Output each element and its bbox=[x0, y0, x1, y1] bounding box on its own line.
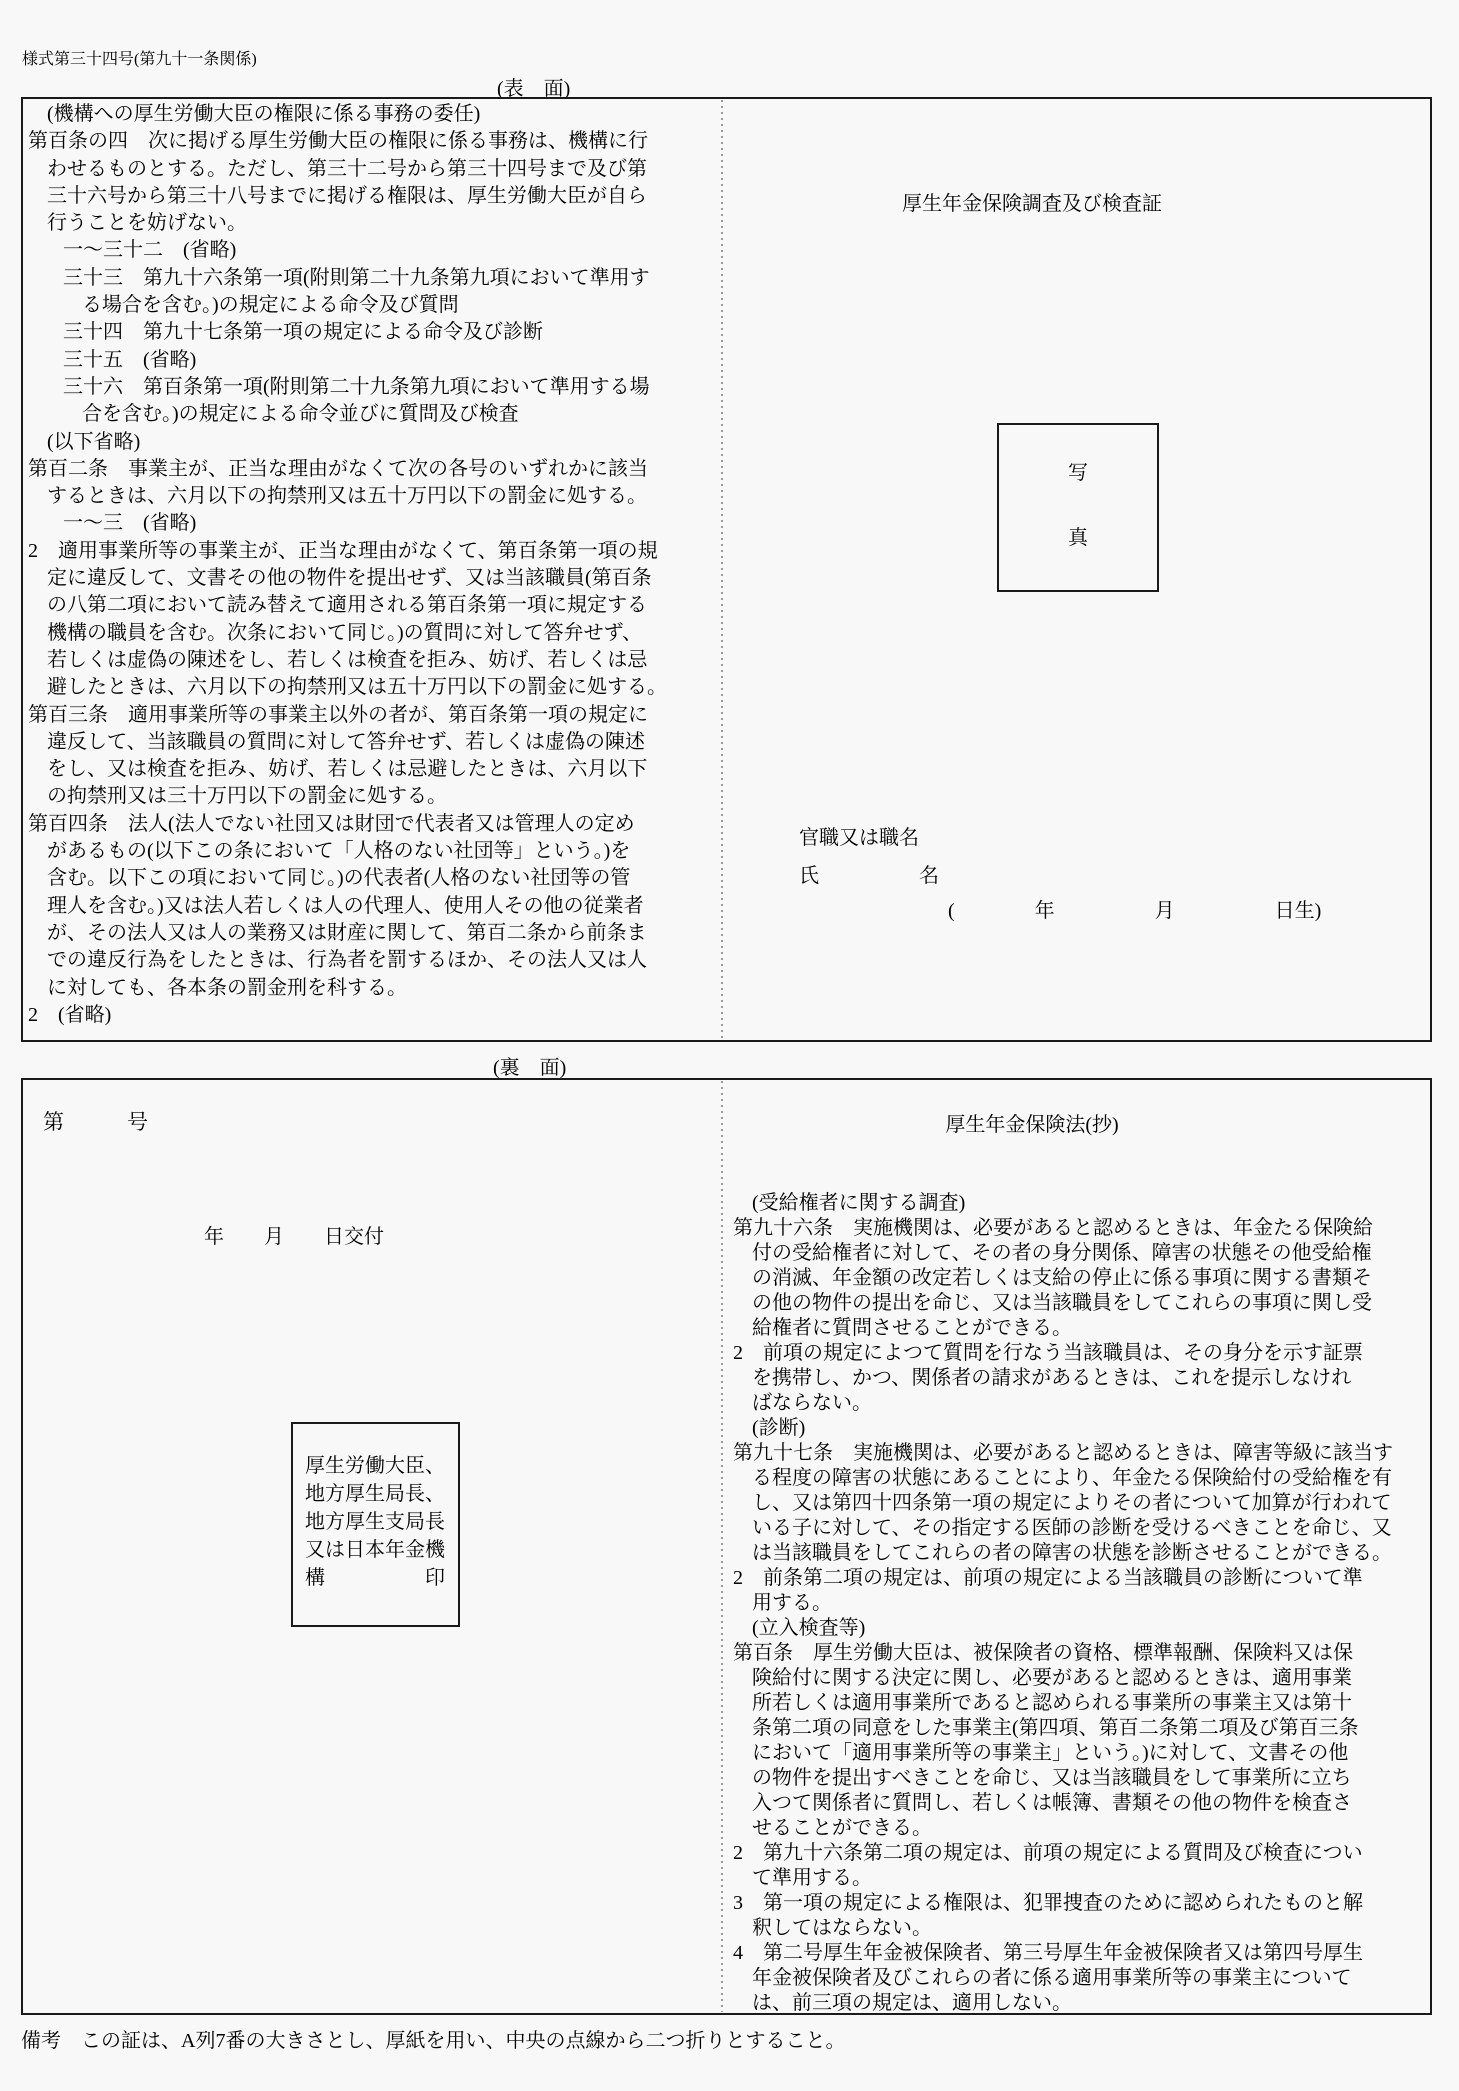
issuer-stamp-line: 厚生労働大臣、 bbox=[305, 1455, 445, 1477]
legal-text-line: 違反して、当該職員の質問に対して答弁せず、若しくは虚偽の陳述 bbox=[47, 730, 645, 753]
issuer-stamp-line: 地方厚生支局長 bbox=[305, 1511, 445, 1533]
legal-text-line: 給権者に質問させることができる。 bbox=[752, 1317, 1072, 1339]
legal-text-line: の八第二項において読み替えて適用される第百条第一項に規定する bbox=[47, 594, 647, 617]
legal-text-line: る程度の障害の状態にあることにより、年金たる保険給付の受給権を有 bbox=[752, 1467, 1392, 1489]
legal-text-line: (機構への厚生労働大臣の権限に係る事務の委任) bbox=[47, 103, 481, 125]
certificate-number-field: 第 号 bbox=[43, 1110, 148, 1134]
legal-text-line: 三十三 第九十六条第一項(附則第二十九条第九項において準用す bbox=[63, 266, 650, 289]
legal-text-line: があるもの(以下この条において「人格のない社団等」という。)を bbox=[47, 840, 631, 863]
photo-label-top: 写 bbox=[1068, 462, 1088, 484]
legal-text-line: 機構の職員を含む。次条において同じ。)の質問に対して答弁せず、 bbox=[47, 621, 643, 644]
legal-text-line: (受給権者に関する調査) bbox=[752, 1192, 966, 1214]
legal-text-line: 第百四条 法人(法人でない社団又は財団で代表者又は管理人の定め bbox=[28, 812, 635, 835]
legal-text-line: 三十六号から第三十八号までに掲げる権限は、厚生労働大臣が自ら bbox=[47, 184, 647, 207]
legal-text-line: 第百三条 適用事業所等の事業主以外の者が、第百条第一項の規定に bbox=[28, 703, 648, 726]
law-extract-title: 厚生年金保険法(抄) bbox=[945, 1114, 1119, 1136]
legal-text-line: (立入検査等) bbox=[752, 1617, 866, 1639]
legal-text-line: 2 適用事業所等の事業主が、正当な理由がなくて、第百条第一項の規 bbox=[28, 539, 658, 562]
legal-text-line: での違反行為をしたときは、行為者を罰するほか、その法人又は人 bbox=[47, 949, 647, 972]
issuer-stamp-line: 又は日本年金機 bbox=[305, 1539, 445, 1561]
back-right-legal-text bbox=[733, 1191, 1393, 2016]
legal-text-line: 付の受給権者に対して、その者の身分関係、障害の状態その他受給権 bbox=[752, 1242, 1372, 1264]
back-side-label: (裏 面) bbox=[493, 1057, 567, 1079]
legal-text-line: に対しても、各本条の罰金刑を科する。 bbox=[47, 976, 407, 999]
certificate-title: 厚生年金保険調査及び検査証 bbox=[902, 193, 1162, 215]
front-left-legal-text bbox=[28, 101, 667, 1029]
issuer-stamp-line: 地方厚生局長、 bbox=[305, 1483, 445, 1505]
legal-text-line: 三十六 第百条第一項(附則第二十九条第九項において準用する場 bbox=[63, 375, 650, 398]
legal-text-line: 若しくは虚偽の陳述をし、若しくは検査を拒み、妨げ、若しくは忌 bbox=[47, 648, 648, 671]
legal-text-line: 定に違反して、文書その他の物件を提出せず、又は当該職員(第百条 bbox=[47, 567, 652, 590]
legal-text-line: 2 第九十六条第二項の規定は、前項の規定による質問及び検査につい bbox=[733, 1842, 1363, 1864]
legal-text-line: の物件を提出すべきことを命じ、又は当該職員をして事業所に立ち bbox=[752, 1767, 1352, 1789]
official-title-field-label: 官職又は職名 bbox=[799, 827, 919, 849]
legal-text-line: するときは、六月以下の拘禁刑又は五十万円以下の罰金に処する。 bbox=[47, 485, 647, 508]
issuer-stamp-box bbox=[291, 1422, 460, 1627]
legal-text-line: 2 前条第二項の規定は、前項の規定による当該職員の診断について準 bbox=[733, 1567, 1363, 1589]
issue-date-field: 年 月 日交付 bbox=[204, 1226, 384, 1248]
legal-text-line: の消滅、年金額の改定若しくは支給の停止に係る事項に関する書類そ bbox=[752, 1267, 1372, 1289]
photo-box bbox=[997, 423, 1159, 592]
legal-text-line: ばならない。 bbox=[752, 1392, 872, 1414]
legal-text-line: せることができる。 bbox=[752, 1817, 932, 1839]
form-number-label: 様式第三十四号(第九十一条関係) bbox=[22, 51, 257, 68]
issuer-stamp-line: 構 印 bbox=[305, 1567, 445, 1589]
legal-text-line: 合を含む。)の規定による命令並びに質問及び検査 bbox=[82, 403, 519, 426]
legal-text-line: る場合を含む。)の規定による命令及び質問 bbox=[82, 294, 459, 317]
legal-text-line: 一～三十二 (省略) bbox=[63, 239, 237, 262]
legal-text-line: 避したときは、六月以下の拘禁刑又は五十万円以下の罰金に処する。 bbox=[47, 676, 667, 699]
back-fold-dotted-line bbox=[721, 1081, 723, 2012]
remarks-note: 備考 この証は、A列7番の大きさとし、厚紙を用い、中央の点線から二つ折りとすること。 bbox=[21, 2030, 846, 2052]
photo-label-bottom: 真 bbox=[1068, 527, 1088, 549]
birth-date-field-label: ( 年 月 日生) bbox=[948, 900, 1322, 922]
legal-text-line: 第百条 厚生労働大臣は、被保険者の資格、標準報酬、保険料又は保 bbox=[733, 1642, 1353, 1664]
legal-text-line: 条第二項の同意をした事業主(第四項、第百二条第二項及び第百三条 bbox=[752, 1717, 1359, 1739]
legal-text-line: 入つて関係者に質問し、若しくは帳簿、書類その他の物件を検査さ bbox=[752, 1792, 1352, 1814]
name-field-label: 氏 名 bbox=[799, 865, 939, 887]
legal-text-line: 第九十六条 実施機関は、必要があると認めるときは、年金たる保険給 bbox=[733, 1217, 1373, 1239]
legal-text-line: て準用する。 bbox=[752, 1867, 872, 1889]
legal-text-line: 一～三 (省略) bbox=[63, 512, 197, 535]
legal-text-line: の他の物件の提出を命じ、又は当該職員をしてこれらの事項に関し受 bbox=[752, 1292, 1372, 1314]
legal-text-line: 険給付に関する決定に関し、必要があると認めるときは、適用事業 bbox=[752, 1667, 1352, 1689]
legal-text-line: 2 (省略) bbox=[28, 1003, 112, 1026]
legal-text-line: わせるものとする。ただし、第三十二号から第三十四号まで及び第 bbox=[47, 157, 647, 180]
legal-text-line: 三十四 第九十七条第一項の規定による命令及び診断 bbox=[63, 321, 543, 344]
legal-text-line: いる子に対して、その指定する医師の診断を受けるべきことを命じ、又 bbox=[752, 1517, 1392, 1539]
front-side-label: (表 面) bbox=[497, 78, 571, 100]
legal-text-line: (以下省略) bbox=[47, 430, 141, 453]
legal-text-line: 行うことを妨げない。 bbox=[47, 212, 247, 235]
legal-text-line: 第九十七条 実施機関は、必要があると認めるときは、障害等級に該当す bbox=[733, 1442, 1393, 1464]
legal-text-line: は当該職員をしてこれらの者の障害の状態を診断させることができる。 bbox=[752, 1542, 1392, 1564]
legal-text-line: 三十五 (省略) bbox=[63, 348, 197, 371]
legal-text-line: が、その法人又は人の業務又は財産に関して、第百二条から前条ま bbox=[47, 921, 647, 944]
legal-text-line: し、又は第四十四条第一項の規定によりその者について加算が行われて bbox=[752, 1492, 1392, 1514]
legal-text-line: 釈してはならない。 bbox=[752, 1917, 932, 1939]
legal-text-line: 所若しくは適用事業所であると認められる事業所の事業主又は第十 bbox=[752, 1692, 1352, 1714]
legal-text-line: 第百二条 事業主が、正当な理由がなくて次の各号のいずれかに該当 bbox=[28, 457, 648, 480]
legal-text-line: 3 第一項の規定による権限は、犯罪捜査のために認められたものと解 bbox=[733, 1892, 1363, 1914]
legal-text-line: の拘禁刑又は三十万円以下の罰金に処する。 bbox=[47, 785, 447, 808]
legal-text-line: (診断) bbox=[752, 1417, 806, 1439]
legal-text-line: 2 前項の規定によつて質問を行なう当該職員は、その身分を示す証票 bbox=[733, 1342, 1363, 1364]
legal-text-line: において「適用事業所等の事業主」という。)に対して、文書その他 bbox=[752, 1742, 1349, 1764]
front-fold-dotted-line bbox=[721, 100, 723, 1039]
legal-text-line: を携帯し、かつ、関係者の請求があるときは、これを提示しなけれ bbox=[752, 1367, 1352, 1389]
legal-text-line: は、前三項の規定は、適用しない。 bbox=[752, 1992, 1072, 2014]
legal-text-line: 4 第二号厚生年金被保険者、第三号厚生年金被保険者又は第四号厚生 bbox=[733, 1942, 1363, 1964]
legal-text-line: をし、又は検査を拒み、妨げ、若しくは忌避したときは、六月以下 bbox=[47, 758, 648, 781]
legal-text-line: 理人を含む。)又は法人若しくは人の代理人、使用人その他の従業者 bbox=[47, 894, 644, 917]
legal-text-line: 含む。以下この項において同じ。)の代表者(人格のない社団等の管 bbox=[47, 867, 631, 890]
legal-text-line: 第百条の四 次に掲げる厚生労働大臣の権限に係る事務は、機構に行 bbox=[28, 130, 648, 153]
legal-text-line: 用する。 bbox=[752, 1592, 832, 1614]
legal-text-line: 年金被保険者及びこれらの者に係る適用事業所等の事業主について bbox=[752, 1967, 1352, 1989]
